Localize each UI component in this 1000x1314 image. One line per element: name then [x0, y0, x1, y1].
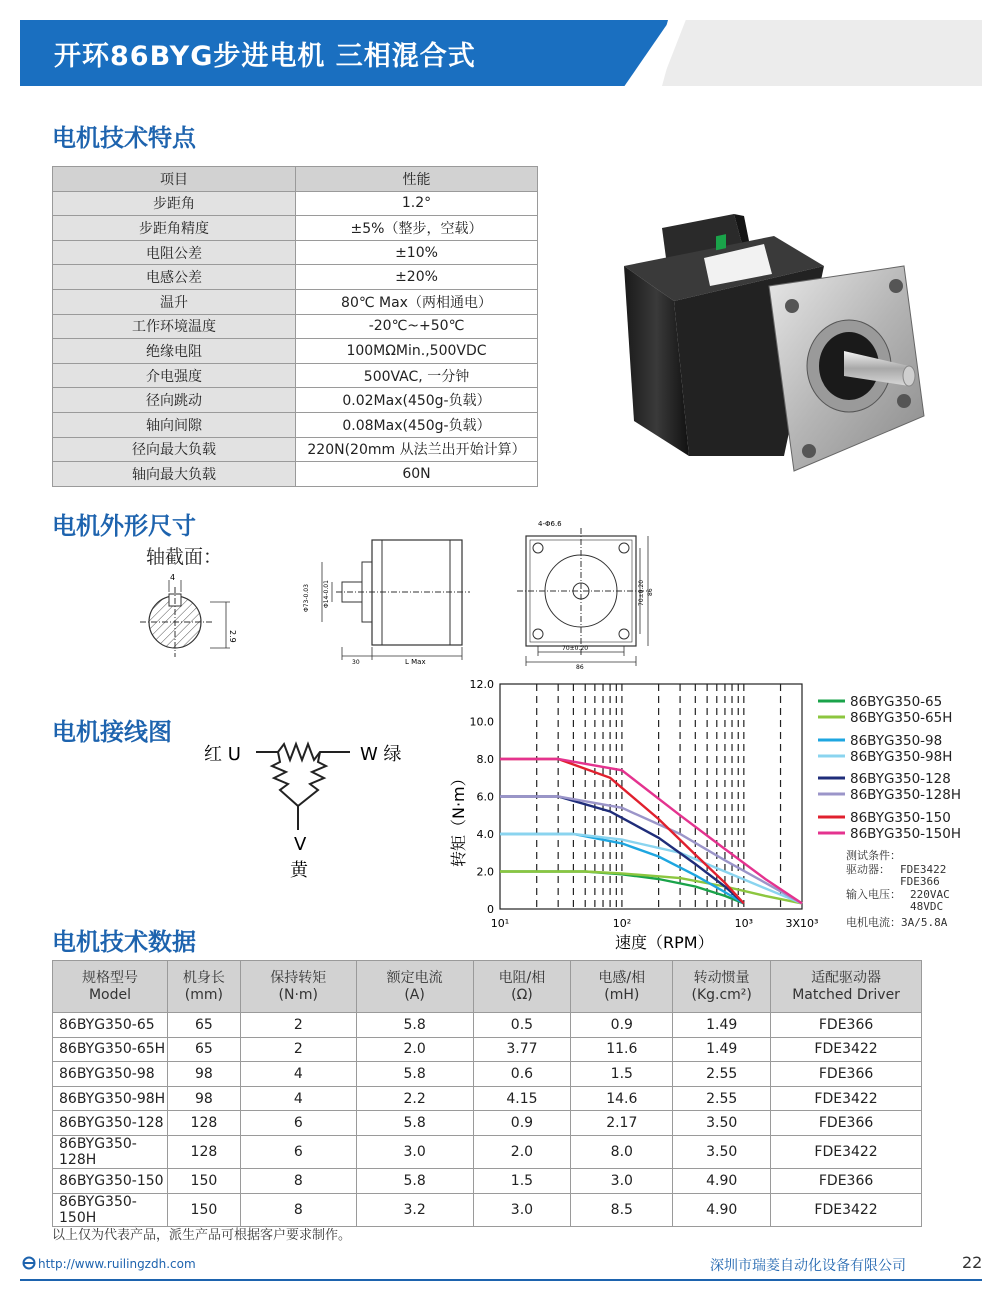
header-cn: 转动惯量 [693, 969, 750, 986]
table-row [53, 1135, 922, 1168]
wire-v-label: V [294, 834, 307, 855]
test-driver1: FDE3422 [900, 863, 947, 876]
table-cell: 0.6 [473, 1062, 571, 1087]
table-cell: 1.5 [571, 1062, 673, 1087]
x-tick-label: 10³ [734, 917, 754, 930]
side-length1-label: 30 [352, 659, 360, 666]
table-cell: FDE366 [771, 1062, 922, 1087]
test-conditions [846, 848, 950, 929]
table-cell: 4.90 [673, 1193, 771, 1226]
table-cell: 3.0 [571, 1168, 673, 1193]
table-cell: FDE366 [771, 1111, 922, 1136]
ie-icon [22, 1256, 36, 1270]
y-tick-label: 10.0 [469, 715, 494, 729]
spec-row [53, 240, 538, 265]
spec-value: 80℃ Max（两相通电） [296, 289, 538, 314]
wiring-diagram [200, 730, 410, 885]
table-cell: 65 [167, 1037, 240, 1062]
table-cell: 3.50 [673, 1135, 771, 1168]
y-tick-label: 12.0 [469, 678, 494, 691]
table-cell: 8 [240, 1193, 356, 1226]
table-cell: 86BYG350-65 [53, 1013, 168, 1038]
table-cell: 5.8 [356, 1062, 473, 1087]
table-cell: 6 [240, 1111, 356, 1136]
header-en: Model [88, 986, 131, 1003]
x-tick-label: 10¹ [490, 917, 510, 930]
table-cell: 98 [167, 1062, 240, 1087]
spec-item: 径向最大负载 [53, 437, 296, 462]
table-cell: 0.9 [473, 1111, 571, 1136]
table-cell: FDE3422 [771, 1037, 922, 1062]
table-cell: 2.2 [356, 1086, 473, 1111]
spec-item: 径向跳动 [53, 388, 296, 413]
x-tick-label: 3X10³ [785, 917, 819, 930]
spec-item: 工作环境温度 [53, 314, 296, 339]
table-cell: 150 [167, 1193, 240, 1226]
spec-item: 电阻公差 [53, 240, 296, 265]
data-header-cell [571, 961, 673, 1013]
table-cell: 11.6 [571, 1037, 673, 1062]
header-cn: 保持转矩 [270, 969, 327, 986]
spec-header-row [53, 167, 538, 192]
table-cell: 6 [240, 1135, 356, 1168]
spec-row [53, 412, 538, 437]
header-banner [20, 20, 982, 86]
table-cell: 2.17 [571, 1111, 673, 1136]
legend-entry: 86BYG350-128 [850, 771, 951, 787]
front-pitch-label: 70±0.20 [562, 645, 589, 652]
front-height-label: 86 [647, 588, 654, 596]
spec-row [53, 363, 538, 388]
spec-item: 电感公差 [53, 265, 296, 290]
data-header-cell [771, 961, 922, 1013]
table-cell: 8.0 [571, 1135, 673, 1168]
footnote: 以上仅为代表产品，派生产品可根据客户要求制作。 [52, 1228, 352, 1243]
spec-value: 0.08Max(450g-负载） [296, 412, 538, 437]
header-en: (mH) [604, 986, 640, 1003]
table-row [53, 1037, 922, 1062]
table-cell: 86BYG350-128 [53, 1111, 168, 1136]
data-header-cell [673, 961, 771, 1013]
front-view-drawing [512, 516, 654, 671]
spec-value: 220N(20mm 从法兰出开始计算） [296, 437, 538, 462]
header-cn: 适配驱动器 [811, 969, 882, 986]
spec-item: 步距角 [53, 191, 296, 216]
spec-row [53, 339, 538, 364]
table-row [53, 1062, 922, 1087]
table-row [53, 1193, 922, 1226]
legend-entry: 86BYG350-65 [850, 694, 943, 710]
front-holes-label: 4-Φ6.6 [538, 520, 562, 528]
table-cell: 5.8 [356, 1013, 473, 1038]
header-cn: 电阻/相 [498, 969, 546, 986]
test-driver-label: 驱动器： [846, 863, 890, 876]
table-cell: 2.55 [673, 1062, 771, 1087]
shaft-width-label: 4 [170, 573, 176, 582]
legend-entry: 86BYG350-150 [850, 810, 951, 826]
spec-row [53, 437, 538, 462]
header-cn: 电感/相 [598, 969, 646, 986]
spec-header-performance: 性能 [296, 167, 538, 192]
table-cell: 3.77 [473, 1037, 571, 1062]
header-en: (Ω) [511, 986, 533, 1003]
footer-divider [20, 1279, 982, 1281]
test-driver2: FDE366 [900, 875, 940, 888]
header-cn: 额定电流 [386, 969, 443, 986]
section-title-wiring: 电机接线图 [52, 718, 172, 746]
footer-company: 深圳市瑞菱自动化设备有限公司 [710, 1258, 906, 1274]
table-cell: 3.0 [473, 1193, 571, 1226]
legend-entry: 86BYG350-65H [850, 710, 953, 726]
spec-row [53, 289, 538, 314]
spec-value: ±5%（整步，空载） [296, 216, 538, 241]
data-header-cell [167, 961, 240, 1013]
spec-header-item: 项目 [53, 167, 296, 192]
wire-green-label: W 绿 [360, 744, 402, 765]
data-table [52, 960, 922, 1227]
test-title: 测试条件： [846, 849, 901, 862]
table-cell: 2.0 [356, 1037, 473, 1062]
table-cell: 0.5 [473, 1013, 571, 1038]
chart-ylabel: 转矩（N·m） [449, 770, 468, 867]
spec-item: 轴向最大负载 [53, 462, 296, 487]
table-row [53, 1086, 922, 1111]
series-line-7 [500, 759, 802, 903]
spec-row [53, 314, 538, 339]
table-cell: 0.9 [571, 1013, 673, 1038]
table-cell: 86BYG350-128H [53, 1135, 168, 1168]
table-cell: 86BYG350-150H [53, 1193, 168, 1226]
spec-item: 步距角精度 [53, 216, 296, 241]
test-voltage2: 48VDC [910, 900, 944, 913]
table-cell: FDE366 [771, 1013, 922, 1038]
side-length2-label: L Max [405, 658, 426, 666]
spec-value: -20℃~+50℃ [296, 314, 538, 339]
table-cell: 128 [167, 1111, 240, 1136]
table-cell: 1.49 [673, 1037, 771, 1062]
table-cell: FDE366 [771, 1168, 922, 1193]
test-voltage1: 220VAC [910, 888, 950, 901]
table-cell: 4 [240, 1062, 356, 1087]
header-cn: 机身长 [182, 969, 225, 986]
table-cell: 8 [240, 1168, 356, 1193]
spec-item: 介电强度 [53, 363, 296, 388]
header-en: (N·m) [278, 986, 319, 1003]
table-cell: 4.90 [673, 1168, 771, 1193]
section-title-data: 电机技术数据 [52, 928, 196, 956]
table-cell: 65 [167, 1013, 240, 1038]
table-cell: 150 [167, 1168, 240, 1193]
data-header-cell [356, 961, 473, 1013]
table-cell: 3.0 [356, 1135, 473, 1168]
series-line-1 [500, 872, 802, 904]
table-cell: 86BYG350-65H [53, 1037, 168, 1062]
data-header-cell [53, 961, 168, 1013]
y-tick-label: 0 [487, 903, 494, 916]
spec-value: 0.02Max(450g-负载） [296, 388, 538, 413]
table-cell: 86BYG350-98H [53, 1086, 168, 1111]
data-header-cell [473, 961, 571, 1013]
spec-item: 轴向间隙 [53, 412, 296, 437]
y-tick-label: 6.0 [476, 790, 494, 804]
spec-item: 温升 [53, 289, 296, 314]
spec-row [53, 462, 538, 487]
legend-entry: 86BYG350-128H [850, 787, 961, 803]
front-width-label: 86 [576, 664, 584, 671]
spec-value: 100MΩMin.,500VDC [296, 339, 538, 364]
wire-yellow-label: 黄 [290, 860, 308, 881]
spec-row [53, 265, 538, 290]
header-en: (A) [404, 986, 425, 1003]
table-cell: 98 [167, 1086, 240, 1111]
table-row [53, 1111, 922, 1136]
legend-entry: 86BYG350-98 [850, 733, 943, 749]
section-title-features: 电机技术特点 [52, 124, 196, 152]
torque-speed-chart [440, 672, 985, 962]
side-view-drawing [300, 532, 475, 667]
table-cell: 2 [240, 1037, 356, 1062]
data-header-row [53, 961, 922, 1013]
table-cell: 1.49 [673, 1013, 771, 1038]
page-number: 22 [962, 1253, 983, 1272]
banner-stripe [660, 20, 982, 86]
section-title-dimensions: 电机外形尺寸 [52, 512, 196, 540]
table-cell: 4.15 [473, 1086, 571, 1111]
test-current: 电机电流：3A/5.8A [846, 916, 948, 929]
x-tick-label: 10² [612, 917, 632, 930]
spec-item: 绝缘电阻 [53, 339, 296, 364]
shaft-section-drawing [130, 572, 240, 662]
table-cell: 1.5 [473, 1168, 571, 1193]
spec-row [53, 191, 538, 216]
header-en: (mm) [184, 986, 223, 1003]
front-pitch-v-label: 70±0.20 [638, 579, 645, 606]
shaft-section-label: 轴截面： [146, 546, 223, 568]
test-voltage-label: 输入电压： [846, 888, 901, 901]
side-dia2-label: Φ14-0.01 [323, 580, 330, 608]
y-tick-label: 2.0 [476, 865, 494, 879]
table-cell: 3.2 [356, 1193, 473, 1226]
table-cell: 8.5 [571, 1193, 673, 1226]
table-cell: 2 [240, 1013, 356, 1038]
chart-xlabel: 速度（RPM） [615, 933, 714, 952]
table-cell: 86BYG350-150 [53, 1168, 168, 1193]
header-cn: 规格型号 [81, 969, 138, 986]
y-tick-label: 4.0 [476, 828, 494, 841]
header-en: Matched Driver [792, 986, 900, 1003]
motor-photo [604, 206, 929, 476]
legend-entry: 86BYG350-98H [850, 749, 953, 765]
table-row [53, 1013, 922, 1038]
y-tick-label: 8.0 [476, 753, 494, 766]
table-cell: 14.6 [571, 1086, 673, 1111]
data-header-cell [240, 961, 356, 1013]
side-dia1-label: Φ73-0.03 [303, 584, 310, 612]
table-cell: FDE3422 [771, 1193, 922, 1226]
shaft-flat-label: 2.9 [228, 630, 237, 643]
table-cell: 3.50 [673, 1111, 771, 1136]
table-cell: 128 [167, 1135, 240, 1168]
table-cell: 5.8 [356, 1111, 473, 1136]
table-cell: 4 [240, 1086, 356, 1111]
spec-value: ±10% [296, 240, 538, 265]
spec-value: ±20% [296, 265, 538, 290]
footer-url-link[interactable]: http://www.ruilingzdh.com [38, 1257, 196, 1271]
spec-table [52, 166, 538, 487]
table-cell: 2.0 [473, 1135, 571, 1168]
spec-value: 1.2° [296, 191, 538, 216]
table-cell: 2.55 [673, 1086, 771, 1111]
table-cell: 5.8 [356, 1168, 473, 1193]
table-row [53, 1168, 922, 1193]
spec-row [53, 388, 538, 413]
page-title: 开环86BYG步进电机 三相混合式 [54, 41, 476, 72]
table-cell: FDE3422 [771, 1086, 922, 1111]
spec-value: 60N [296, 462, 538, 487]
spec-row [53, 216, 538, 241]
spec-value: 500VAC, 一分钟 [296, 363, 538, 388]
wire-red-label: 红 U [204, 744, 241, 765]
table-cell: FDE3422 [771, 1135, 922, 1168]
legend-entry: 86BYG350-150H [850, 826, 961, 842]
header-en: (Kg.cm²) [691, 986, 752, 1003]
table-cell: 86BYG350-98 [53, 1062, 168, 1087]
